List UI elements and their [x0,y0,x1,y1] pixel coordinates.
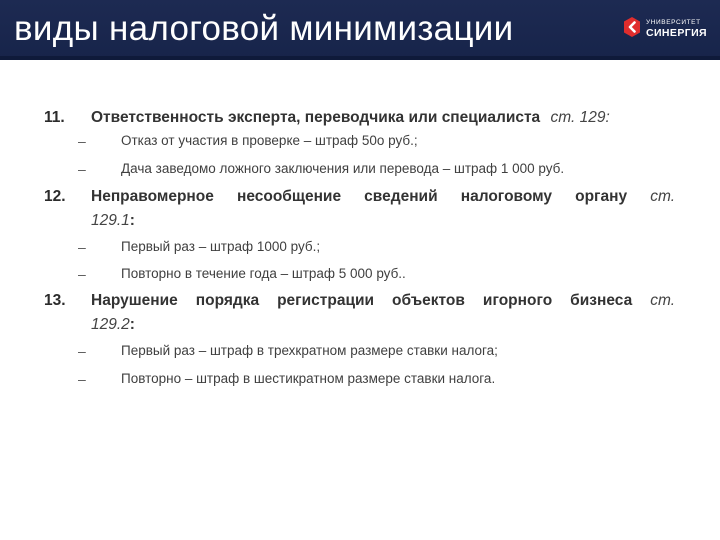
bullet-item [0,340,720,362]
item-text [91,106,675,130]
item-text [91,185,675,233]
item-number: 12. [44,188,66,205]
slide-title: виды налоговой минимизации [14,9,514,48]
item-number: 13. [44,292,66,309]
bullet-item [0,130,720,152]
item-citation-part1: ст. [650,292,675,309]
dash-bullet-icon: – [78,133,86,149]
item-citation: ст. 129: [550,109,610,126]
dash-bullet-icon: – [78,266,86,282]
bullet-item [0,368,720,390]
item-text [91,289,675,337]
list-item [0,289,720,337]
bullet-item [0,236,720,258]
bullet-text: Повторно в течение года – штраф 5 000 руб.. [121,266,406,281]
item-heading: Ответственность эксперта, переводчика или специалиста [91,109,541,126]
item-heading: Нарушение порядка регистрации объектов игорного бизнеса [91,292,633,309]
list-item [0,185,720,233]
dash-bullet-icon: – [78,343,86,359]
dash-bullet-icon: – [78,371,86,387]
dash-bullet-icon: – [78,239,86,255]
item-citation-part2: 129.2 [91,316,130,333]
bullet-text: Отказ от участия в проверке – штраф 50о руб.; [121,133,418,148]
item-citation-colon: : [129,316,135,333]
item-citation-part2: 129.1 [91,212,130,229]
bullet-text: Дача заведомо ложного заключения или перевода – штраф 1 000 руб. [121,161,565,176]
bullet-item [0,263,720,285]
item-citation-colon: : [129,212,135,229]
item-number: 11. [44,109,65,126]
item-heading: Неправомерное несообщение сведений налоговому органу [91,188,628,205]
logo-brand-text: СИНЕРГИЯ [646,27,707,39]
logo-university-text: УНИВЕРСИТЕТ [646,19,701,26]
bullet-text: Первый раз – штраф 1000 руб.; [121,239,321,254]
dash-bullet-icon: – [78,161,86,177]
bullet-text: Первый раз – штраф в трехкратном размере ставки налога; [121,343,498,358]
item-citation-part1: ст. [650,188,676,205]
bullet-text: Повторно – штраф в шестикратном размере ставки налога. [121,371,496,386]
list-item [0,106,720,130]
bullet-item [0,158,720,180]
